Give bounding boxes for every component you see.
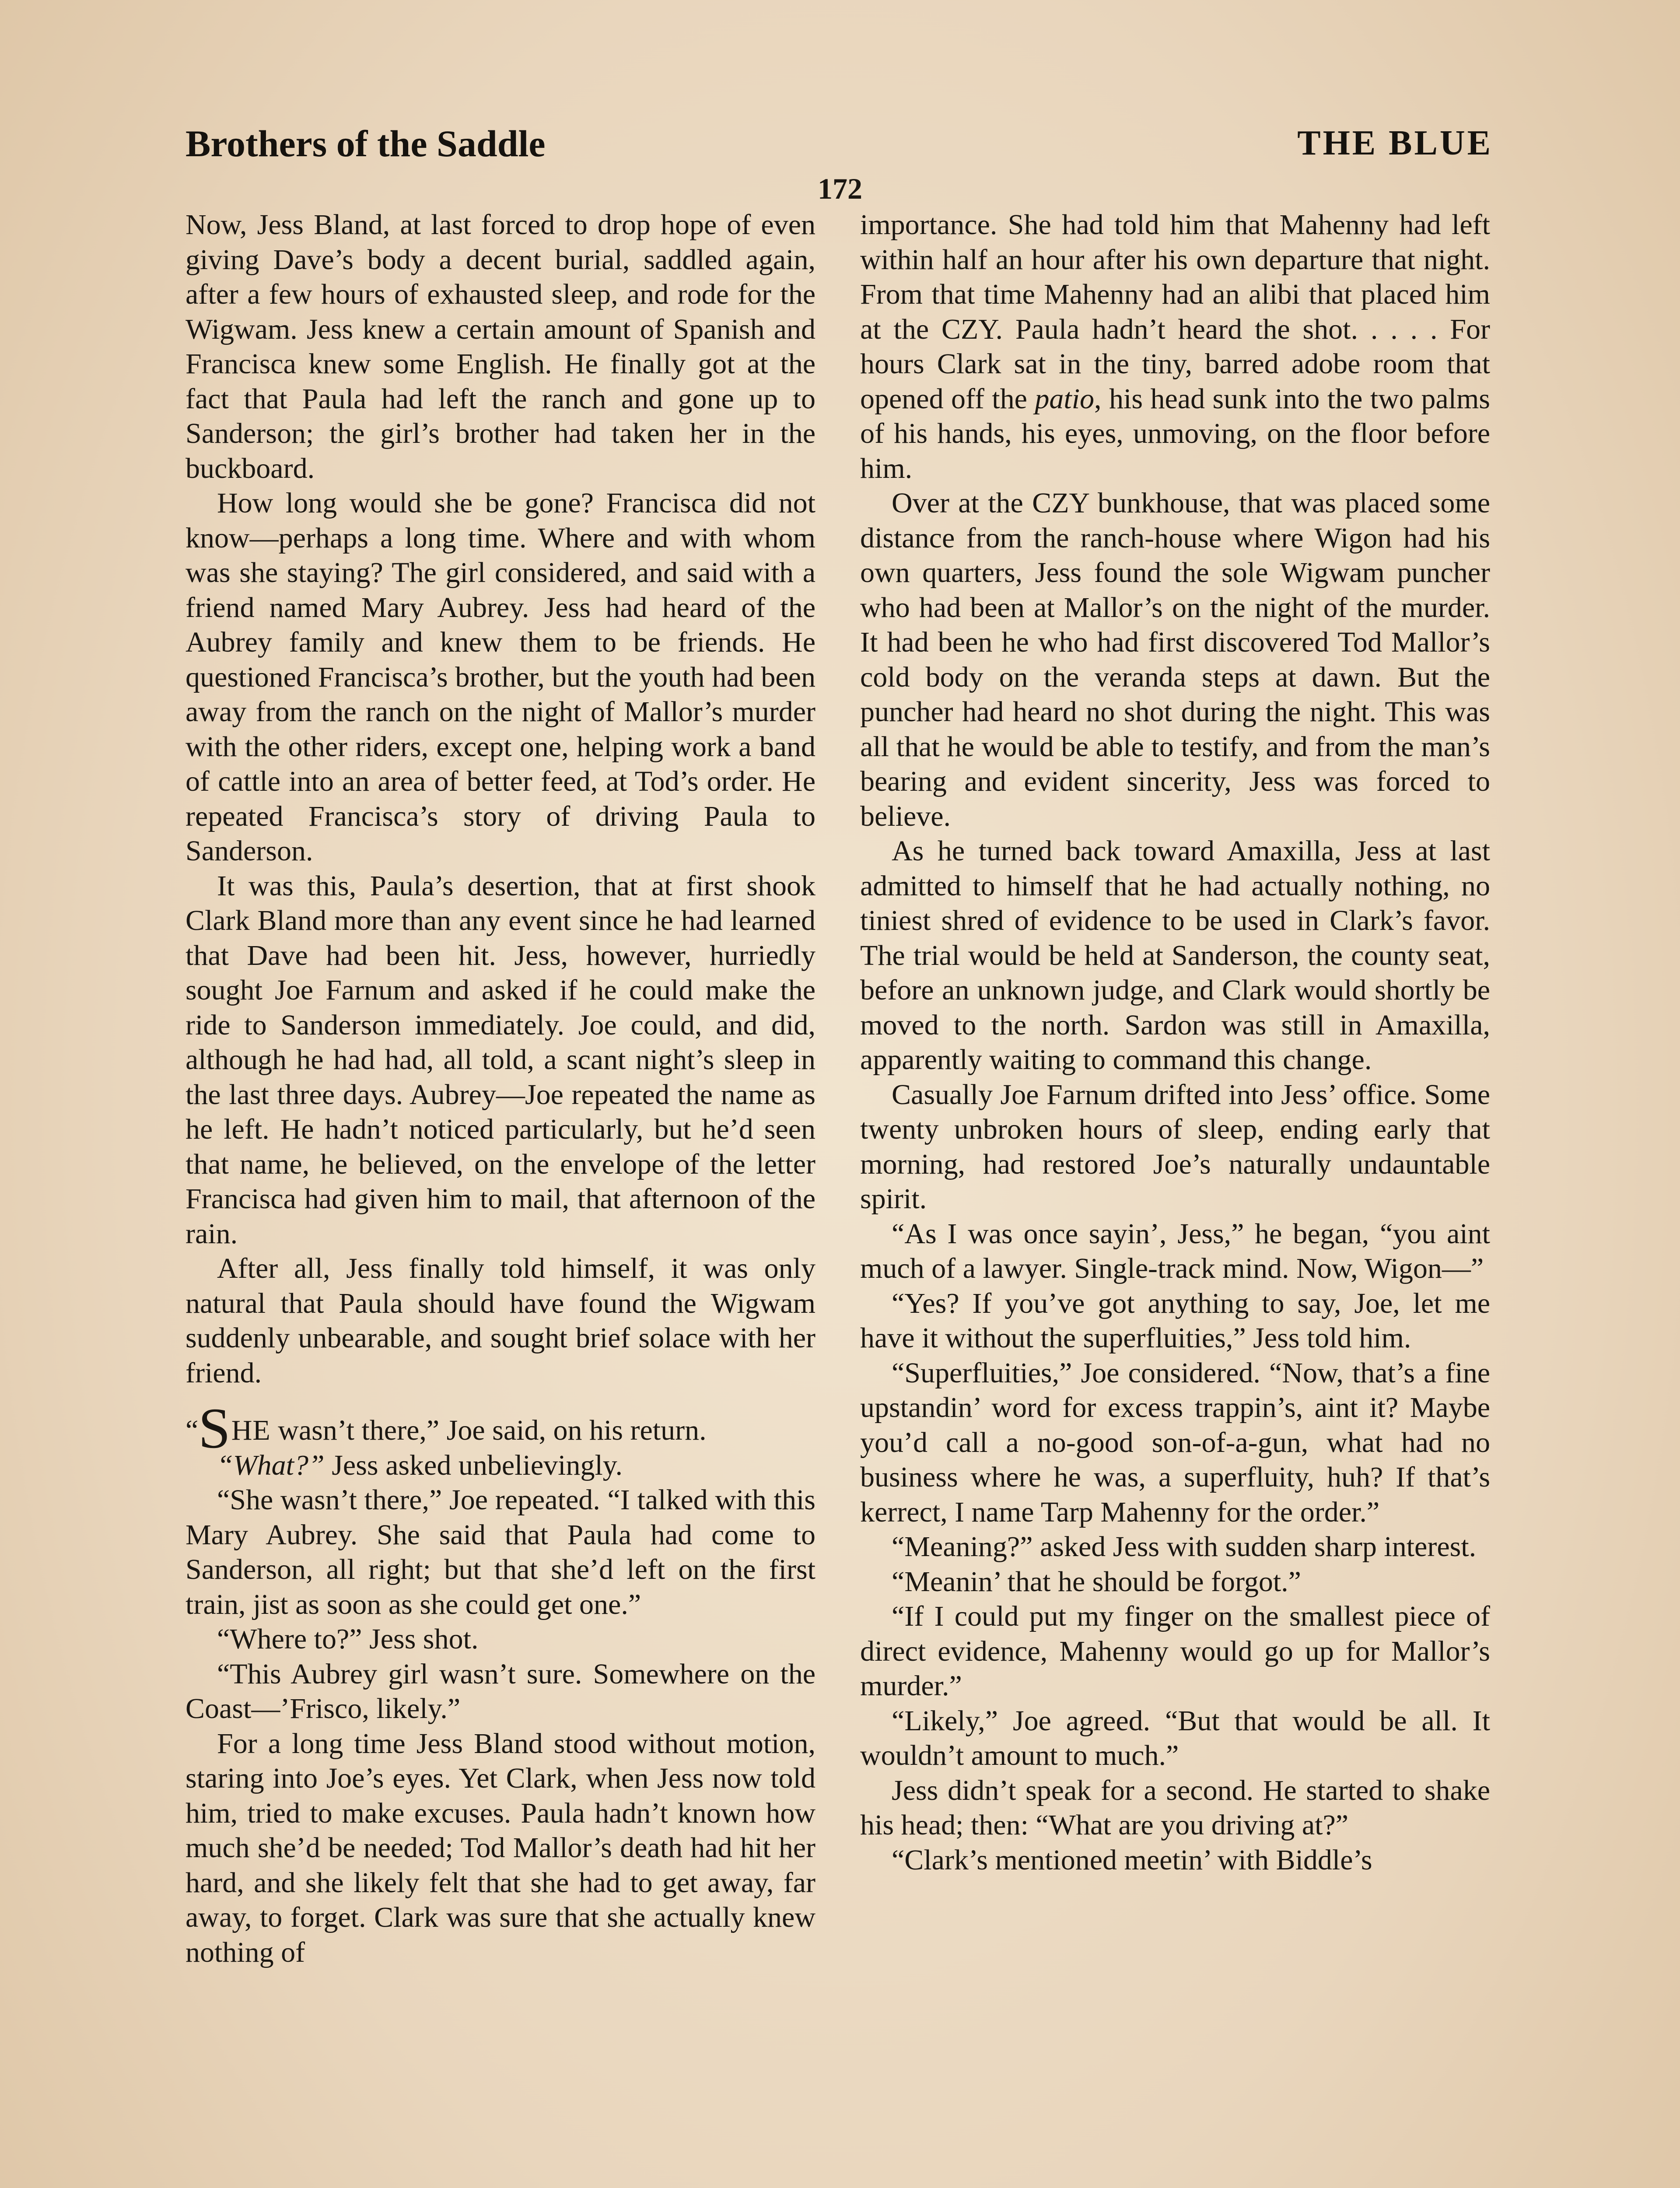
paragraph: “Where to?” Jess shot.: [217, 1623, 479, 1655]
paragraph: “She wasn’t there,” Joe repeated. “I talked with this Mary Aubrey. She said that Paula had come to Sanderson, all right; but that she’d left on the first train, jist as soon as she could get one.”: [186, 1484, 816, 1620]
italic-text: patio: [1035, 382, 1095, 415]
paragraph: [860, 207, 1490, 486]
paragraph: Over at the CZY bunkhouse, that was placed some distance from the ranch-house where Wigon had his own quarters, Jess found the sole Wigwam puncher who had been at Mallor’s on the night of the murder. It had been he who had first discovered Tod Mallor’s cold body on the veranda steps at dawn. But the puncher had heard no shot during the night. This was all that he would be able to testify, and from the man’s bearing and evident sincerity, Jess was forced to believe.: [860, 487, 1490, 832]
page-number: 172: [818, 172, 862, 205]
open-quote: “: [186, 1414, 199, 1446]
paragraph-text: , his head sunk into the two palms of his hands, his eyes, unmoving, on the floor before him.: [860, 382, 1490, 484]
small-caps-word: HE: [231, 1414, 271, 1446]
paragraph-text: wasn’t there,” Joe said, on his return.: [270, 1414, 707, 1446]
section-opening: [186, 1396, 816, 1460]
paragraph-text: importance. She had told him that Mahenny had left within half an hour after his own departure that night. From that time Mahenny had an alibi that placed him at the CZY. Paula hadn’t heard the shot. . . . . For hours Clark sat in the tiny, barred adobe room that opened off the: [860, 209, 1490, 415]
paragraph: “Likely,” Joe agreed. “But that would be all. It wouldn’t amount to much.”: [860, 1704, 1490, 1771]
paragraph: “This Aubrey girl wasn’t sure. Somewhere on the Coast—’Frisco, likely.”: [186, 1658, 816, 1725]
paragraph: “Meanin’ that he should be forgot.”: [892, 1565, 1301, 1598]
paragraph: How long would she be gone? Francisca did not know—perhaps a long time. Where and with whom was she staying? The girl considered, and said with a friend named Mary Aubrey. Jess had heard of the Aubrey family and knew them to be friends. He questioned Francisca’s brother, but the youth had been away from the ranch on the night of Mallor’s murder with the other riders, except one, helping work a band of cattle into an area of better feed, at Tod’s order. He repeated Francisca’s story of driving Paula to Sanderson.: [186, 487, 816, 867]
paragraph: “If I could put my finger on the smallest piece of direct evidence, Mahenny would go up for Mallor’s murder.”: [860, 1600, 1490, 1702]
paragraph-text: Jess asked unbelievingly.: [324, 1449, 623, 1481]
left-column: [186, 207, 816, 1970]
paragraph: After all, Jess finally told himself, it was only natural that Paula should have found the Wigwam suddenly unbearable, and sought brief solace with her friend.: [186, 1252, 816, 1389]
paragraph: For a long time Jess Bland stood without motion, staring into Joe’s eyes. Yet Clark, when Jess now told him, tried to make excuses. Paula hadn’t known how much she’d be needed; Tod Mallor’s death had hit her hard, and she likely felt that she had to get away, far away, to forget. Clark was sure that she actually knew nothing of: [186, 1727, 816, 1968]
paragraph: “Yes? If you’ve got anything to say, Joe, let me have it without the superfluities,” Jess told him.: [860, 1287, 1490, 1354]
paragraph: Casually Joe Farnum drifted into Jess’ office. Some twenty unbroken hours of sleep, ending early that morning, had restored Joe’s naturally undauntable spirit.: [860, 1078, 1490, 1215]
right-column: [860, 207, 1490, 1877]
paragraph: Now, Jess Bland, at last forced to drop hope of even giving Dave’s body a decent burial, saddled again, after a few hours of exhausted sleep, and rode for the Wigwam. Jess knew a certain amount of Spanish and Francisca knew some English. He finally got at the fact that Paula had left the ranch and gone up to Sanderson; the girl’s brother had taken her in the buckboard.: [186, 209, 816, 484]
paragraph: “Superfluities,” Joe considered. “Now, that’s a fine upstandin’ word for excess trappin’s, aint it? Maybe you’d call a no-good son-of-a-gun, what had no business where he was, a superfluity, huh? If that’s kerrect, I name Tarp Mahenny for the order.”: [860, 1357, 1490, 1528]
paragraph: “Meaning?” asked Jess with sudden sharp interest.: [892, 1531, 1477, 1563]
paragraph: As he turned back toward Amaxilla, Jess at last admitted to himself that he had actually nothing, no tiniest shred of evidence to be used in Clark’s favor. The trial would be held at Sanderson, the county seat, before an unknown judge, and Clark would shortly be moved to the north. Sardon was still in Amaxilla, apparently waiting to command this change.: [860, 835, 1490, 1076]
paragraph: “As I was once sayin’, Jess,” he began, “you aint much of a lawyer. Single-track mind. Now, Wigon—”: [860, 1217, 1490, 1284]
paragraph: Jess didn’t speak for a second. He started to shake his head; then: “What are you driving at?”: [860, 1774, 1490, 1841]
italic-text: “What?”: [217, 1449, 325, 1481]
paragraph: [186, 1448, 816, 1483]
paragraph: “Clark’s mentioned meetin’ with Biddle’s: [892, 1844, 1372, 1876]
story-title: Brothers of the Saddle: [186, 123, 546, 165]
magazine-name: THE BLUE: [1297, 124, 1493, 162]
drop-cap: S: [198, 1396, 231, 1460]
paragraph: It was this, Paula’s desertion, that at first shook Clark Bland more than any event since he had learned that Dave had been hit. Jess, however, hurriedly sought Joe Farnum and asked if he could make the ride to Sanderson immediately. Joe could, and did, although he had had, all told, a scant night’s sleep in the last three days. Aubrey—Joe repeated the name as he left. He hadn’t noticed particularly, but he’d seen that name, he believed, on the envelope of the letter Francisca had given him to mail, that afternoon of the rain.: [186, 870, 816, 1250]
